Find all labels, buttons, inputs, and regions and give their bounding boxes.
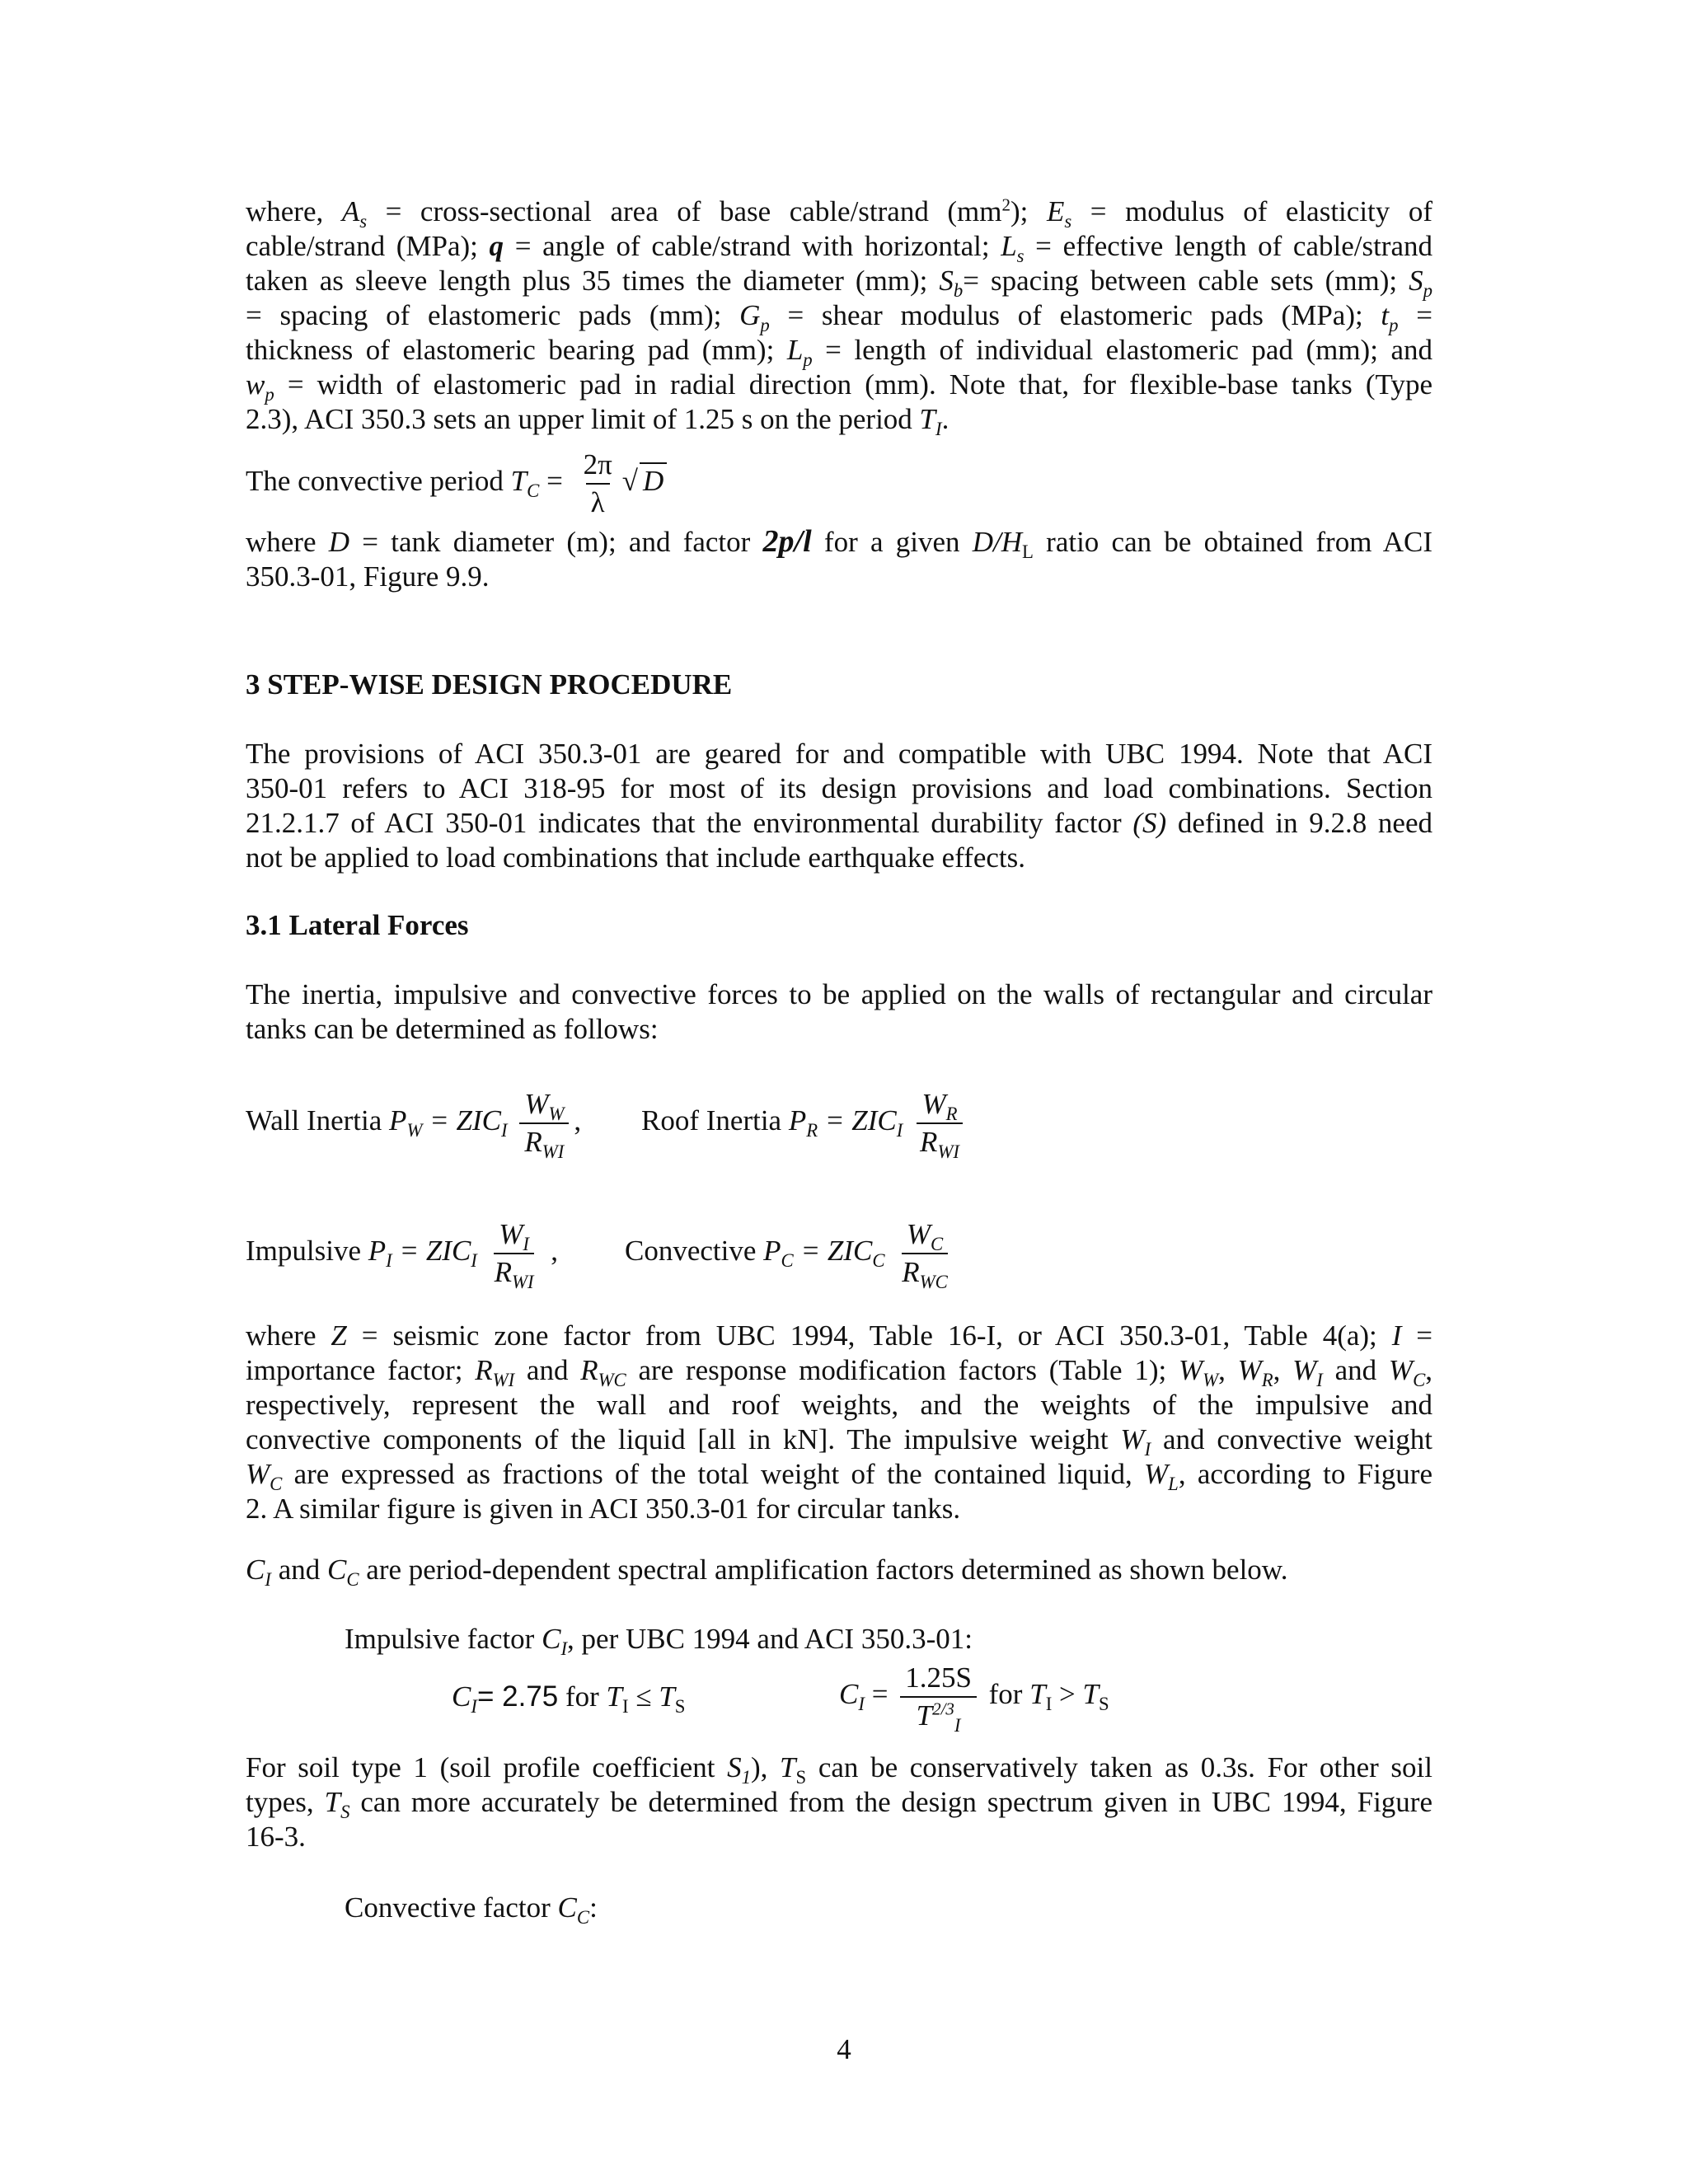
equation-impulsive-factor-short: $C_I= 2.75$ for $T_I \le T_S$ <box>452 1680 686 1717</box>
section-heading-3: 3 STEP-WISE DESIGN PROCEDURE <box>246 668 733 701</box>
equation-impulsive-force: Impulsive $P_I = ZIC_I$ $\frac{W_I}{R_{WI}}$ , <box>246 1218 559 1292</box>
paragraph-factor-definitions: where Z = seismic zone factor from UBC 1994, Table 16-I, or ACI 350.3-01, Table 4(a); I = importance factor; $R_{WI}$ and $R_{WC}$ are response modification factors (Table 1); $W_W$, $W_R$, $W_I$ and $W_C$, respectively, represent the wall and roof weights, and the weights of the impulsive and convective components of the liquid [all in kN]. The impulsive weight $W_I$ and convective weight $W_C$ are expressed as fractions of the total weight of the contained liquid, $W_L$, according to Figure 2. A similar figure is given in ACI 350.3-01 for circular tanks. <box>246 1319 1432 1525</box>
equation-convective-force: Convective $P_C = ZIC_C$ $\frac{W_C}{R_{WC}}$ <box>625 1218 948 1292</box>
paragraph-provisions: The provisions of ACI 350.3-01 are geared for and compatible with UBC 1994. Note that ACI 350-01 refers to ACI 318-95 for most of its design provisions and load combinations. Section 21.2.1.7 of ACI 350-01 indicates that the environmental durability factor (S) defined in 9.2.8 need not be applied to load combinations that include earthquake effects. <box>246 738 1432 874</box>
equation-convective-period: The convective period $T_C$ = $\frac{2\pi}{\lambda}$ √ D <box>246 447 667 521</box>
paragraph-lateral-forces-intro: The inertia, impulsive and convective forces to be applied on the walls of rectangular and circular tanks can be determined as follows: <box>246 978 1432 1045</box>
paragraph-spectral-factors: $C_I$ and $C_C$ are period-dependent spectral amplification factors determined as shown below. <box>246 1554 1288 1590</box>
page-number: 4 <box>837 2033 851 2065</box>
impulsive-factor-label: Impulsive factor $C_I$, per UBC 1994 and ACI 350.3-01: <box>345 1623 973 1659</box>
equation-wall-inertia: Wall Inertia $P_W = ZIC_I$ $\frac{W_W}{R_{WI}}$ , <box>246 1088 582 1162</box>
convective-factor-label: Convective factor $C_C$: <box>345 1891 598 1928</box>
equation-roof-inertia: Roof Inertia $P_R = ZIC_I$ $\frac{W_R}{R_{WI}}$ <box>641 1086 969 1160</box>
paragraph-diameter-factor: where D = tank diameter (m); and factor 2p/l for a given $D/H_L$ ratio can be obtained from ACI 350.3-01, Figure 9.9. <box>246 524 1432 593</box>
section-heading-3-1: 3.1 Lateral Forces <box>246 909 469 941</box>
paragraph-cable-definitions: where, $A_s$ = cross-sectional area of base cable/strand $(mm^2)$; $E_s$ = modulus of elasticity of cable/strand (MPa); q = angle of cable/strand with horizontal; $L_s$ = effective length of cable/strand taken as sleeve length plus 35 times the diameter (mm); $S_b=$ spacing between cable sets (mm); $S_p$ = spacing of elastomeric pads (mm); $G_p$ = shear modulus of elastomeric pads (MPa); $t_p$ = thickness of elastomeric bearing pad (mm); $L_p$ = length of individual elastomeric pad (mm); and $w_p$ = width of elastomeric pad in radial direction (mm). Note that, for flexible-base tanks (Type 2.3), ACI 350.3 sets an upper limit of 1.25 s on the period $T_I$. <box>246 194 1432 439</box>
paragraph-soil-type: For soil type 1 (soil profile coefficient $S_1$), $T_S$ can be conservatively taken as 0.3s. For other soil types, $T_S$ can more accurately be determined from the design spectrum given in UBC 1994, Figure 16-3. <box>246 1751 1432 1853</box>
equation-impulsive-factor-long: $C_I$ = $\frac{1.25S}{T^{2/3}_I}$ for $T_I > T_S$ <box>839 1661 1109 1736</box>
